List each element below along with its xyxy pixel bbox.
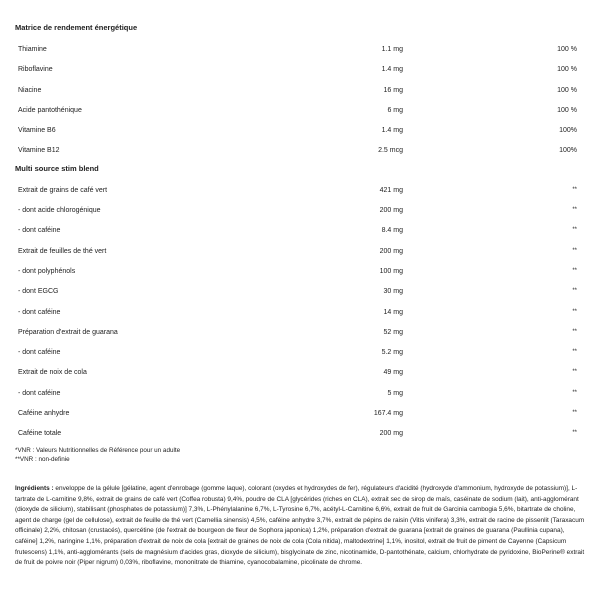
row-amount: 167.4 mg xyxy=(373,410,403,418)
table-row xyxy=(15,404,585,424)
ingredients-label: Ingrédients : xyxy=(15,485,54,492)
row-vnr: ** xyxy=(572,247,577,254)
stim-blend-title: Multi source stim blend xyxy=(15,163,99,173)
row-vnr: 100 % xyxy=(557,46,577,53)
row-vnr: 100% xyxy=(559,147,577,155)
row-name: Extrait de grains de café vert xyxy=(18,186,108,194)
row-vnr: ** xyxy=(572,207,577,214)
row-amount: 8.4 mg xyxy=(381,227,403,235)
row-name: - dont caféine xyxy=(18,349,61,357)
row-vnr: ** xyxy=(572,369,577,376)
table-row xyxy=(15,60,585,80)
table-row xyxy=(15,121,585,141)
row-amount: 1.4 mg xyxy=(381,127,403,135)
row-vnr: ** xyxy=(572,267,577,274)
table-row xyxy=(15,303,585,323)
table-row xyxy=(15,262,585,282)
row-name: Riboflavine xyxy=(18,66,53,74)
row-amount: 1.4 mg xyxy=(381,66,403,74)
row-amount: 49 mg xyxy=(383,369,403,377)
vnr-undefined-note: **VNR : non-definie xyxy=(15,455,70,463)
table-row xyxy=(15,141,585,161)
row-name: Caféine anhydre xyxy=(18,410,70,418)
table-row xyxy=(15,282,585,302)
row-amount: 14 mg xyxy=(383,308,403,316)
energy-matrix-title: Matrice de rendement énergétique xyxy=(15,23,138,32)
row-name: - dont acide chlorogénique xyxy=(18,207,101,215)
row-amount: 200 mg xyxy=(379,430,403,438)
row-name: - dont EGCG xyxy=(18,288,59,296)
row-vnr: ** xyxy=(572,349,577,356)
table-row xyxy=(15,384,585,404)
row-name: Préparation d'extrait de guarana xyxy=(18,328,118,336)
table-row xyxy=(15,424,585,444)
row-vnr: 100% xyxy=(559,127,577,135)
row-name: Vitamine B12 xyxy=(18,147,60,155)
row-amount: 100 mg xyxy=(379,267,403,275)
table-row xyxy=(15,343,585,363)
row-amount: 16 mg xyxy=(383,86,403,94)
row-amount: 30 mg xyxy=(383,288,403,296)
row-vnr: ** xyxy=(572,308,577,315)
stim-blend-rows xyxy=(15,181,585,445)
ingredients-paragraph xyxy=(15,484,587,569)
row-name: Acide pantothénique xyxy=(18,106,82,114)
row-vnr: 100 % xyxy=(557,106,577,114)
table-row xyxy=(15,201,585,221)
row-vnr: 100 % xyxy=(557,66,577,74)
ingredients-text: enveloppe de la gélule [gélatine, agent d'enrobage (gomme laque), colorant (oxydes et hydroxydes de fer), régulateurs d'acidité (hydroxyde d'ammonium, hydroxyde de potassium)], L-tartrate de L-carnitine 9,8%, extrait de grains de café vert (Coffea robusta) 9,4%, poudre de CLA [glycérides (riches en CLA), extrait sec de sirop de maïs, caséinate de sodium (lait), anti-agglomérant (dioxyde de silicium), stabilisant (phosphates de potassium)] 7,3%, L-Phénylalanine 6,7%, L-Tyrosine 6,7%, acétyl-L-Carnitine 6,6%, extrait de fruit de Garcinia cambogia 5,6%, bitartrate de choline, agent de charge (gel de cellulose), extrait de feuille de thé vert (Camellia sinensis) 4,5%, caféine anhydre 3,7%, extrait de pépins de raisin (Vitis vinifera) 3,3%, extrait de racine de pissenlit (Taraxacum officinale) 2,2%, chitosan (crustacés), quercétine (de l'extrait de bourgeon de fleur de Sophora japonica) 1,2%, préparation d'extrait de guarana [extrait de graines de guarana (Paullinia cupana), caféine] 1,2%, naringine 1,1%, préparation d'extrait de noix de cola [extrait de graines de noix de cola (Cola nitida), maltodextrine] 1,1%, inositol, extrait de fruit de piment de Cayenne (Capsicum frutescens) 1,1%, anti-agglomérants (sels de magnésium d'acides gras, dioxyde de silicium), bisglycinate de zinc, nicotinamide, D-pantothénate, calcium, chlorhydrate de pyridoxine, BioPerine® extrait de fruit de poivre noir (Piper nigrum) 0,03%, riboflavine, mononitrate de thiamine, cyanocobalamine, picolinate de chrome. xyxy=(15,485,585,567)
table-row xyxy=(15,242,585,262)
row-name: Vitamine B6 xyxy=(18,127,56,135)
row-amount: 5.2 mg xyxy=(381,349,403,357)
row-name: Thiamine xyxy=(18,46,47,53)
row-vnr: ** xyxy=(572,186,577,193)
table-row xyxy=(15,81,585,101)
row-name: Extrait de noix de cola xyxy=(18,369,87,377)
vnr-note: *VNR : Valeurs Nutritionnelles de Référence pour un adulte xyxy=(15,447,181,454)
row-vnr: ** xyxy=(572,288,577,295)
row-name: Caféine totale xyxy=(18,430,62,438)
row-vnr: ** xyxy=(572,227,577,234)
table-row xyxy=(15,181,585,201)
row-amount: 2.5 mcg xyxy=(378,147,403,155)
row-name: Niacine xyxy=(18,86,42,94)
table-row xyxy=(15,323,585,343)
row-name: - dont caféine xyxy=(18,227,61,235)
row-vnr: ** xyxy=(572,430,577,437)
row-vnr: ** xyxy=(572,328,577,335)
table-row xyxy=(15,363,585,383)
row-name: - dont caféine xyxy=(18,308,61,316)
row-amount: 200 mg xyxy=(379,247,403,255)
row-amount: 6 mg xyxy=(387,106,403,114)
row-amount: 421 mg xyxy=(379,186,403,194)
row-amount: 200 mg xyxy=(379,207,403,215)
row-vnr: ** xyxy=(572,389,577,396)
row-amount: 52 mg xyxy=(383,328,403,336)
row-vnr: ** xyxy=(572,410,577,417)
table-row xyxy=(15,40,585,60)
energy-matrix-rows xyxy=(15,40,585,162)
table-row xyxy=(15,221,585,241)
row-amount: 1.1 mg xyxy=(381,46,403,53)
nutrition-table xyxy=(15,22,585,445)
row-name: - dont polyphénols xyxy=(18,267,76,275)
row-name: - dont caféine xyxy=(18,389,61,397)
footnotes xyxy=(15,447,180,464)
row-amount: 5 mg xyxy=(387,389,403,397)
row-name: Extrait de feuilles de thé vert xyxy=(18,247,107,255)
table-row xyxy=(15,101,585,121)
row-vnr: 100 % xyxy=(557,86,577,94)
